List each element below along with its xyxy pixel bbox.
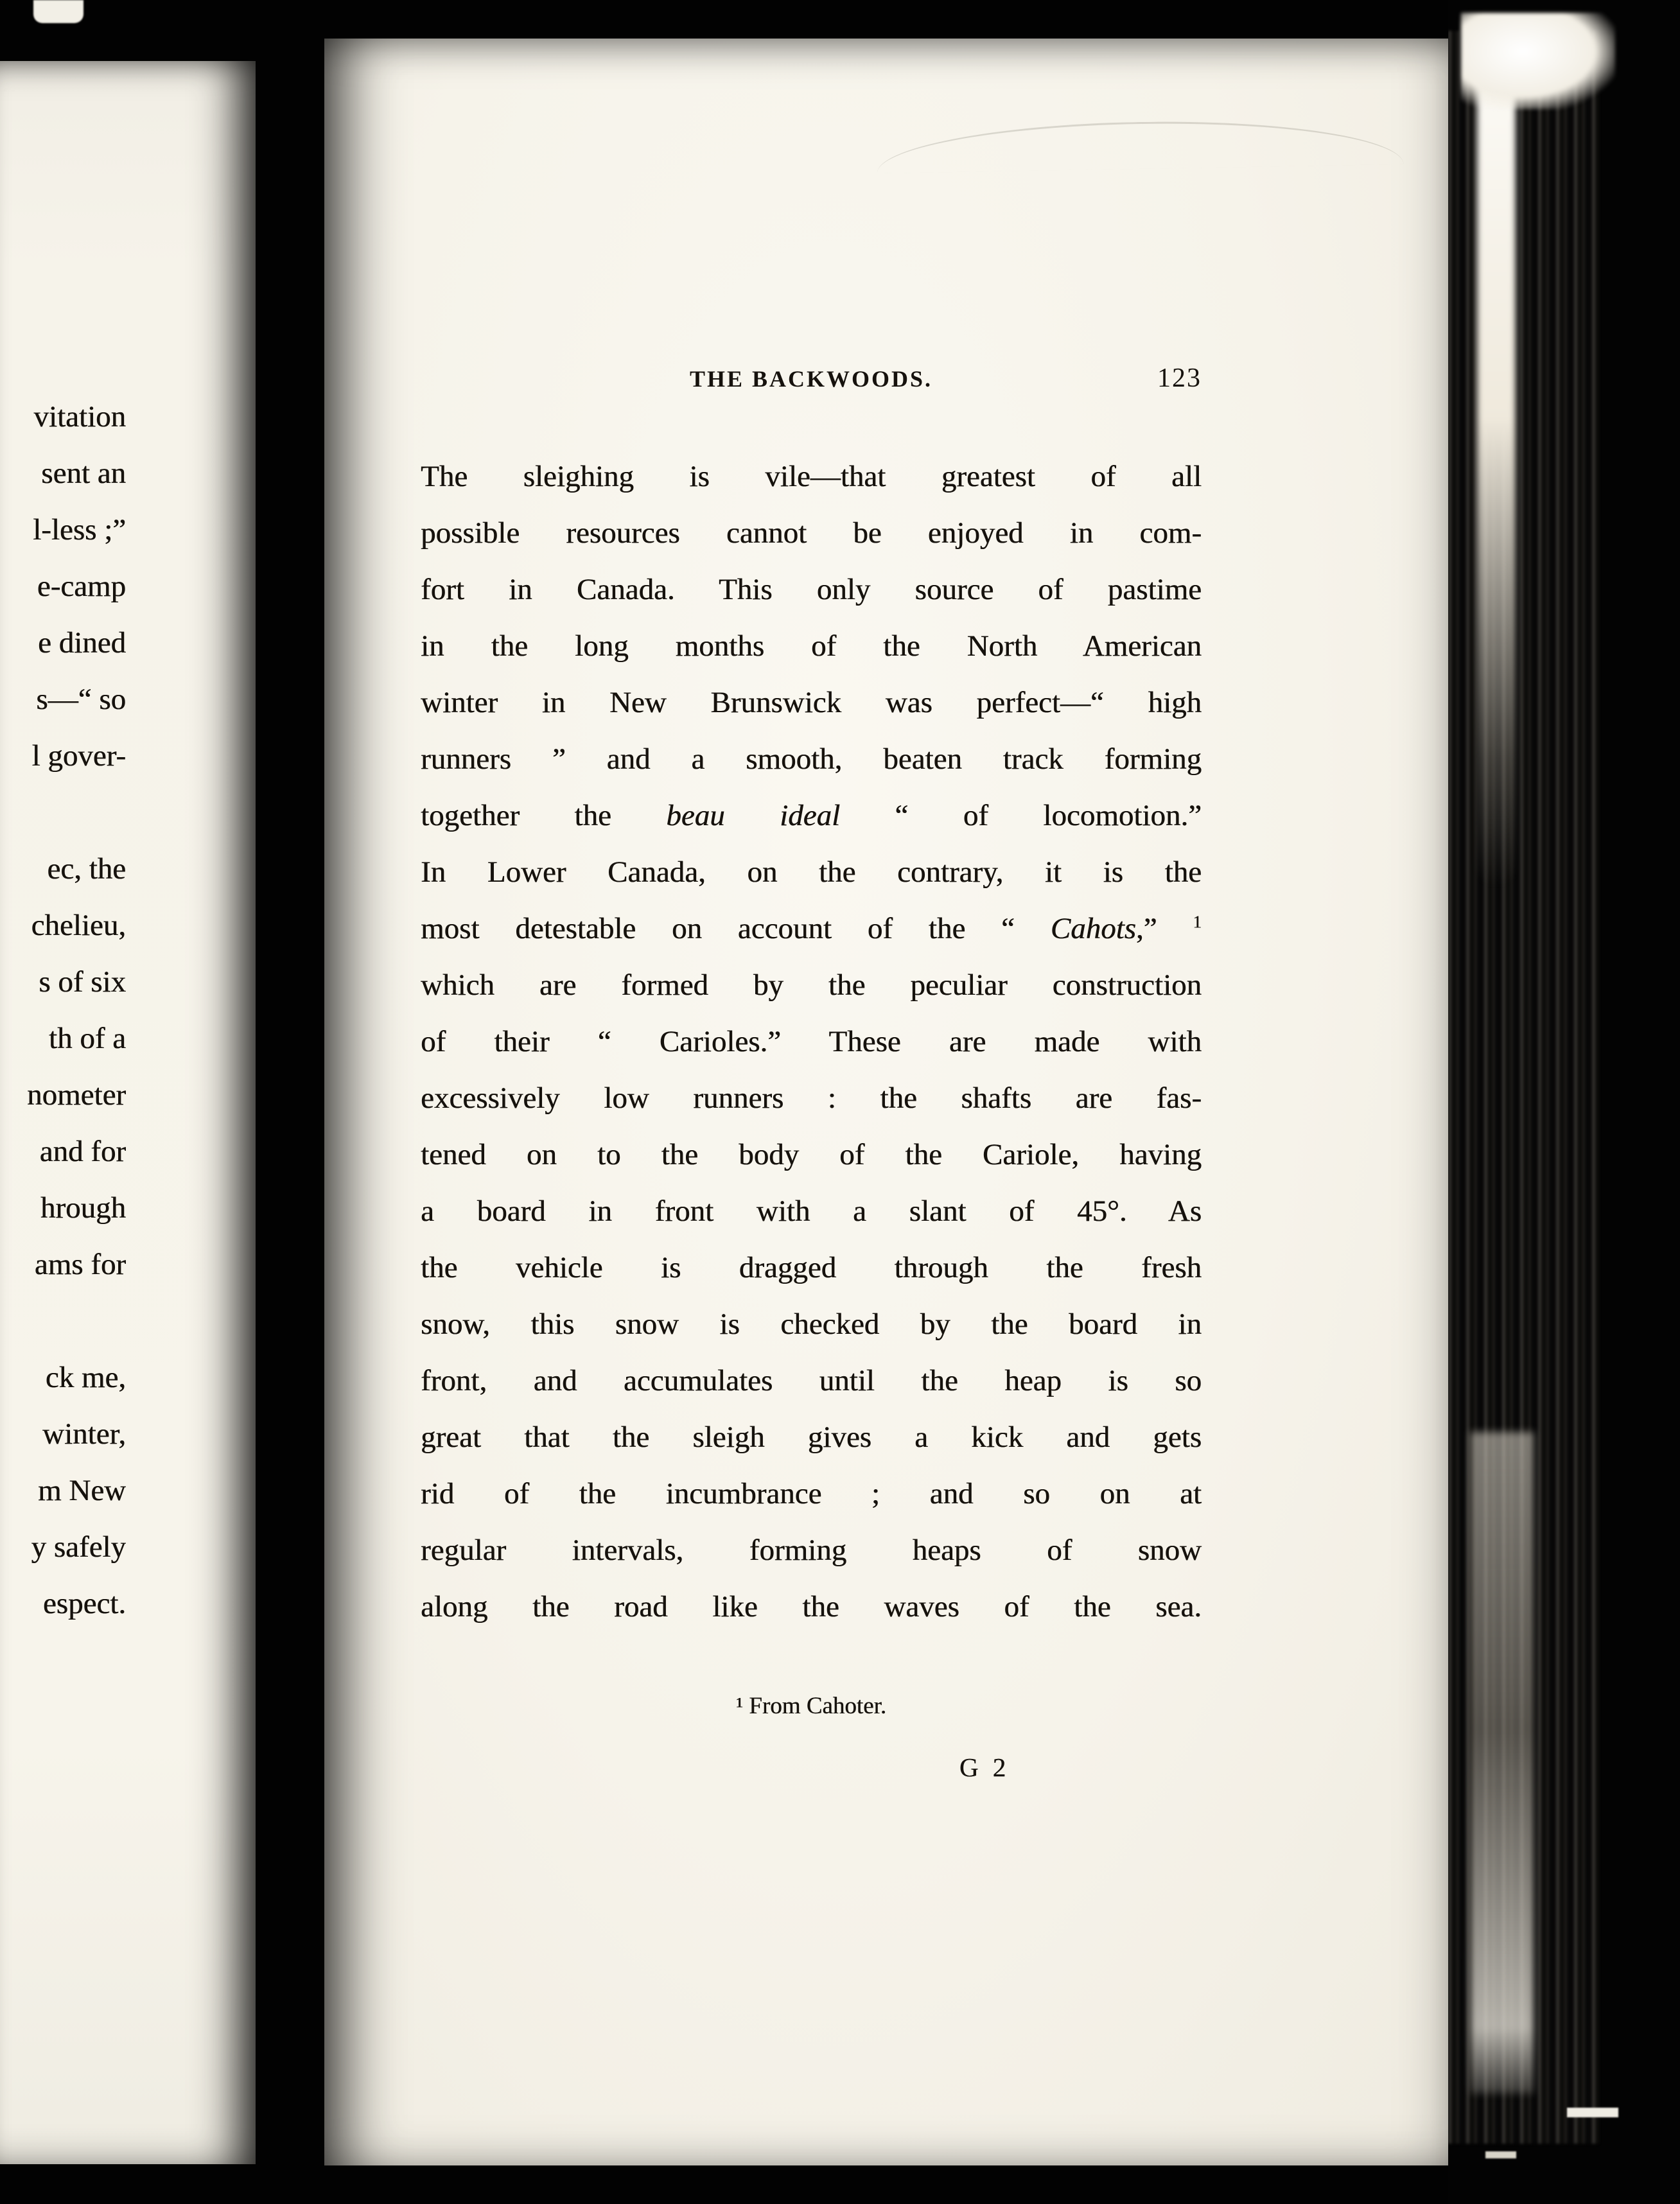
body-line: [421, 674, 1202, 731]
fragment-line: l gover-: [31, 739, 126, 773]
text-segment: ,”: [1135, 912, 1193, 945]
body-text: [421, 448, 1202, 1635]
text-segment: tened on to the body of the Cariole, having: [421, 1138, 1202, 1171]
body-line: [421, 1070, 1202, 1126]
body-line: [421, 505, 1202, 561]
text-segment: most detestable on account of the “: [421, 912, 1051, 945]
text-segment: fort in Canada. This only source of pastime: [421, 573, 1202, 606]
body-line: [421, 787, 1202, 844]
left-page-fragments: [0, 389, 126, 1632]
text-segment: together the: [421, 799, 667, 832]
page-edge-top-highlight: [1461, 13, 1615, 109]
fragment-line: chelieu,: [31, 909, 126, 942]
fragment-line: e dined: [37, 626, 126, 660]
text-segment: winter in New Brunswick was perfect—“ high: [421, 686, 1202, 719]
body-line: [421, 844, 1202, 900]
body-line: [421, 957, 1202, 1013]
text-segment: in the long months of the North American: [421, 629, 1202, 663]
italic-text: Cahots: [1050, 912, 1136, 945]
fragment-line: nometer: [27, 1078, 126, 1112]
body-line: [421, 448, 1202, 505]
page-title: THE BACKWOODS.: [689, 366, 933, 392]
fragment-line: th of a: [48, 1022, 126, 1055]
fragment-line: y safely: [31, 1530, 126, 1564]
fragment-line: hrough: [40, 1191, 126, 1225]
text-segment: great that the sleigh gives a kick and gets: [421, 1421, 1202, 1454]
page-edge-lower-highlight: [1471, 1432, 1534, 2094]
body-line: [421, 1522, 1202, 1579]
fragment-line: ams for: [34, 1248, 126, 1281]
text-segment: excessively low runners : the shafts are fas-: [421, 1081, 1202, 1115]
text-segment: the vehicle is dragged through the fresh: [421, 1251, 1202, 1284]
text-segment: along the road like the waves of the sea.: [421, 1590, 1202, 1623]
text-segment: which are formed by the peculiar construction: [421, 968, 1202, 1002]
text-segment: snow, this snow is checked by the board in: [421, 1308, 1202, 1341]
text-segment: In Lower Canada, on the contrary, it is the: [421, 855, 1202, 889]
fragment-line: e-camp: [37, 570, 126, 603]
fragment-line: [0, 1293, 126, 1349]
page-edge-white-streak: [1477, 33, 1516, 888]
scan-artifact-dash: [1567, 2108, 1618, 2117]
book-page: [324, 39, 1448, 2165]
fragment-line: vitation: [33, 400, 126, 433]
body-line: [421, 561, 1202, 618]
text-segment: a board in front with a slant of 45°. As: [421, 1194, 1202, 1228]
fragment-line: [0, 784, 126, 841]
text-segment: “ of locomotion.”: [840, 799, 1202, 832]
fragment-line: ec, the: [47, 852, 126, 886]
text-segment: rid of the incumbrance ; and so on at: [421, 1477, 1202, 1510]
fragment-line: and for: [39, 1135, 126, 1168]
body-line: [421, 1183, 1202, 1239]
fragment-line: sent an: [41, 457, 126, 490]
text-segment: regular intervals, forming heaps of snow: [421, 1534, 1202, 1567]
body-line: [421, 731, 1202, 787]
body-line: [421, 1579, 1202, 1635]
body-line: [421, 1239, 1202, 1296]
italic-text: beau ideal: [666, 799, 841, 832]
footnote-ref: 1: [1193, 912, 1202, 932]
body-line: [421, 618, 1202, 674]
text-segment: of their “ Carioles.” These are made with: [421, 1025, 1202, 1058]
running-head: [421, 363, 1202, 394]
body-line: [421, 1126, 1202, 1183]
fragment-line: s of six: [39, 965, 126, 999]
signature-mark: G 2: [959, 1753, 1010, 1782]
text-segment: front, and accumulates until the heap is so: [421, 1364, 1202, 1397]
text-segment: runners ” and a smooth, beaten track forming: [421, 742, 1202, 776]
page-number: 123: [1157, 363, 1202, 393]
scan-artifact-dash: [1485, 2151, 1516, 2158]
fragment-line: ck me,: [45, 1361, 126, 1394]
body-line: [421, 1465, 1202, 1522]
left-page-fragment: [0, 61, 256, 2164]
scan-artifact-corner: [33, 0, 83, 23]
body-line: [421, 900, 1202, 957]
body-line: [421, 1013, 1202, 1070]
body-line: [421, 1296, 1202, 1352]
footnote: ¹ From Cahoter.: [735, 1693, 887, 1719]
fragment-line: winter,: [42, 1417, 126, 1451]
body-line: [421, 1352, 1202, 1409]
page-edge-texture: [1448, 0, 1680, 2204]
fragment-line: l-less ;”: [33, 513, 126, 547]
scan-artifact-arc: [876, 118, 1403, 173]
text-segment: The sleighing is vile—that greatest of all: [421, 460, 1202, 493]
body-line: [421, 1409, 1202, 1465]
fragment-line: s—“ so: [36, 683, 126, 716]
text-segment: possible resources cannot be enjoyed in com-: [421, 516, 1202, 550]
fragment-line: m New: [37, 1474, 126, 1507]
fragment-line: espect.: [42, 1587, 126, 1620]
